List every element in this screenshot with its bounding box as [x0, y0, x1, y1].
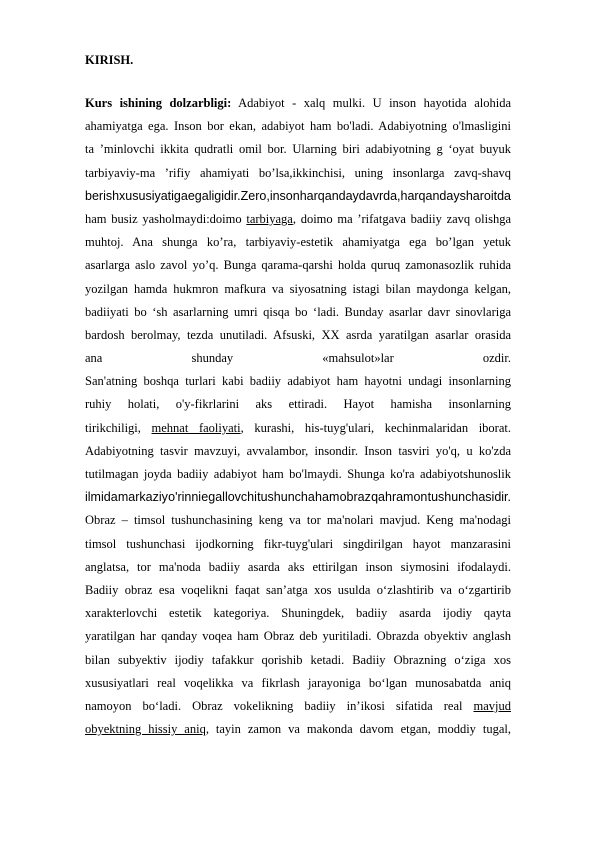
text-run: ta ’minlovchi ikkita qudratli omil bor. Ularning biri adabiyotning g ‘oyat buyuk: [85, 142, 511, 157]
text-line: [85, 463, 511, 486]
section-heading: KIRISH.: [85, 53, 134, 67]
text-run: timsol tushunchasi ijodkorning fikr-tuyg'ulari singdirilgan hayot manzarasini: [85, 536, 511, 551]
inline-link[interactable]: mavjud: [473, 698, 511, 713]
text-run: , tayin zamon va makonda davom etgan, moddiy tugal,: [205, 722, 511, 737]
text-line: [85, 185, 511, 208]
text-line: [85, 602, 511, 625]
inline-link[interactable]: obyektning hissiy aniq: [85, 722, 206, 737]
text-line: [85, 347, 511, 370]
text-run: ana shunday «mahsulot»lar ozdir.: [85, 351, 511, 366]
text-run: Adabiyotning tasvir mavzuyi, avvalambor, insondir. Inson tasviri yo'q, u ko'zda: [85, 443, 511, 458]
text-line: [85, 254, 511, 277]
text-line: [85, 92, 511, 115]
text-line: [85, 370, 511, 393]
text-run: , doimo ma ’rifatgava badiiy zavq olishga: [292, 211, 511, 226]
text-run: bardosh berolmay, tezda unutiladi. Afsuski, XX asrda yaratilgan asarlar orasida: [85, 327, 511, 342]
text-run: yaratilgan har qanday voqea ham Obraz deb yuritiladi. Obrazda obyektiv anglash: [85, 629, 511, 644]
text-run: , kurashi, his-tuyg'ulari, kechinmalaridan iborat.: [240, 420, 511, 435]
text-run: tarbiyaviy-ma ’rifiy ahamiyati bo’lsa,ikkinchisi, uning insonlarga zavq-shavq: [85, 165, 511, 180]
text-line: [85, 231, 511, 254]
text-line: [85, 393, 511, 416]
text-run: ilmida markaziy o'rinni egallovchi tushuncha ham obraz qahramon tushunchasidir.: [85, 490, 511, 505]
inline-link[interactable]: mehnat faoliyati: [151, 420, 241, 435]
text-line: [85, 509, 511, 532]
text-line: [85, 324, 511, 347]
body-text: [85, 92, 511, 741]
text-run: xususiyatlari real voqelikka va fikrlash jarayoniga bo‘lgan munosabatda aniq: [85, 675, 511, 690]
text-line: [85, 649, 511, 672]
lead-phrase: Kurs ishining dolzarbligi:: [85, 96, 232, 110]
text-line: [85, 556, 511, 579]
text-run: Obraz – timsol tushunchasining keng va tor ma'nolari mavjud. Keng ma'nodagi: [85, 513, 511, 528]
text-run: bilan subyektiv ijodiy tafakkur qorishib ketadi. Badiiy Obrazning o‘ziga xos: [85, 652, 511, 667]
text-run: Adabiyot - xalq mulki. U inson hayotida alohida: [231, 96, 511, 110]
text-run: tutilmagan joyda badiiy adabiyot ham bo'lmaydi. Shunga ko'ra adabiyotshunoslik: [85, 467, 511, 481]
text-run: asarlarga aslo zavol yo’q. Bunga qarama-qarshi holda quruq zamonasozlik ruhida: [85, 258, 511, 273]
text-line: [85, 208, 511, 231]
text-line: [85, 301, 511, 324]
text-line: [85, 162, 511, 185]
text-run: anglatsa, tor ma'noda badiiy asarda aks ettirilgan inson siymosini ifodalaydi.: [85, 559, 511, 574]
text-run: namoyon bo‘ladi. Obraz vokelikning badiiy in’ikosi sifatida real: [85, 698, 474, 713]
text-run: badiiyati bo ‘sh asarlarning umri qisqa bo ‘ladi. Bunday asarlar davr sinovlariga: [85, 304, 511, 319]
text-run: tirikchiligi,: [85, 420, 152, 435]
text-line: [85, 417, 511, 440]
text-line: [85, 579, 511, 602]
inline-link[interactable]: tarbiyaga: [246, 211, 293, 226]
text-line: [85, 486, 511, 509]
text-run: berish xususiyatiga egaligidir. Zero, inson har qanday davrda, har qanday sharoitda: [85, 188, 511, 203]
text-run: Badiiy obraz esa voqelikni faqat san’atga xos usulda o‘zlashtirib va o‘zgartirib: [85, 582, 511, 597]
text-run: muhtoj. Ana shunga ko’ra, tarbiyaviy-estetik ahamiyatga ega bo’lgan yetuk: [85, 235, 511, 250]
text-line: [85, 625, 511, 648]
text-run: yozilgan hamda hukmron mafkura va siyosatning istagi bilan maydonga kelgan,: [85, 281, 511, 296]
text-run: San'atning boshqa turlari kabi badiiy adabiyot ham hayotni undagi insonlarning: [85, 374, 511, 389]
text-line: [85, 440, 511, 463]
text-line: [85, 138, 511, 161]
text-run: ahamiyatga ega. Inson bor ekan, adabiyot ham bo'ladi. Adabiyotning o'lmasligini: [85, 119, 511, 134]
text-line: [85, 695, 511, 718]
text-run: ham busiz yasholmaydi:doimo: [85, 211, 247, 226]
text-run: ruhiy holati, o'y-fikrlarini aks ettiradi. Hayot hamisha insonlarning: [85, 397, 511, 412]
text-line: [85, 718, 511, 741]
text-line: [85, 278, 511, 301]
text-line: [85, 533, 511, 556]
text-run: xarakterlovchi estetik kategoriya. Shuningdek, badiiy asarda ijodiy qayta: [85, 606, 511, 621]
text-line: [85, 115, 511, 138]
text-line: [85, 672, 511, 695]
